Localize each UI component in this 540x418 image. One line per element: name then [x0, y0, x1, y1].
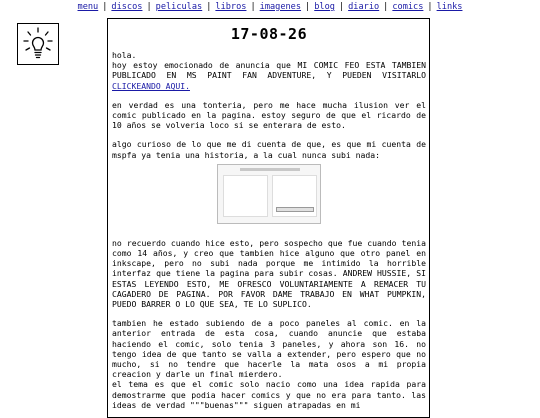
- nav-link-discos[interactable]: discos: [111, 2, 143, 12]
- blog-post: [107, 18, 430, 418]
- nav-separator: |: [305, 2, 311, 12]
- mspfa-link[interactable]: CLICKEANDO AQUI.: [112, 80, 190, 91]
- nav-separator: |: [102, 2, 108, 12]
- screenshot-button: [276, 207, 314, 212]
- post-paragraph-text: hoy estoy emocionado de anuncia que MI COMIC FEO ESTA TAMBIEN PUBLICADO EN MS PAINT FAN ADVENTURE, Y PUEDEN VISITARLO: [112, 60, 426, 81]
- post-greeting: hola.: [112, 50, 137, 60]
- post-paragraph: no recuerdo cuando hice esto, pero sospecho que fue cuando tenia como 14 años, y creo que tambien hice alguno que otro panel en inkscape, pero no subi nada porque me intimido la horrible interfaz que tiene la pagina para subir cosas. ANDREW HUSSIE, SI ESTAS LEYENDO ESTO, ME OFRESCO VOLUNTARIAMENTE A REMACER TU CAGADERO DE PAGINA. POR FAVOR DAME TRABAJO EN WHAT PUMPKIN, PUEDO BARRER O LO QUE SEA, TE LO SUPLICO.: [112, 237, 426, 310]
- nav-separator: |: [250, 2, 256, 12]
- post-paragraph: el tema es que el comic solo nacio como una idea rapida para demostrarme que podia hacer comics y que no era para tanto. las ideas de verdad """buenas""" siguen atrapadas en mi: [112, 379, 426, 410]
- nav-link-imagenes[interactable]: imagenes: [259, 2, 302, 12]
- screenshot-left-panel: [223, 175, 268, 217]
- nav-link-libros[interactable]: libros: [215, 2, 247, 12]
- nav-link-diario[interactable]: diario: [348, 2, 380, 12]
- post-paragraph: en verdad es una tonteria, pero me hace mucha ilusion ver el comic publicado en la pagina. estoy seguro de que el ricardo de 10 años se volveria loco si se enterara de esto.: [112, 99, 426, 131]
- post-paragraph: algo curioso de lo que me di cuenta de que, es que mi cuenta de mspfa ya tenia una historia, a la cual nunca subi nada:: [112, 139, 426, 160]
- nav-link-blog[interactable]: blog: [314, 2, 335, 12]
- nav-separator: |: [146, 2, 152, 12]
- nav-link-comics[interactable]: comics: [392, 2, 424, 12]
- nav-link-peliculas[interactable]: peliculas: [155, 2, 203, 12]
- nav-link-menu[interactable]: menu: [77, 2, 99, 12]
- post-paragraph: tambien he estado subiendo de a poco paneles al comic. en la anterior entrada de esta cosa, cuando anuncie que estaba haciendo el comic, solo tenia 3 paneles, y ahora son 16. no tengo idea de que tanto se valla a extender, pero espero que no mucho, si no tendre que hacerle la mata osos a mi propia creacion y darle un final mierdero.: [112, 318, 426, 380]
- nav-separator: |: [427, 2, 433, 12]
- mspfa-screenshot-image: [217, 164, 321, 224]
- post-paragraph: [112, 60, 426, 91]
- post-date: 17-08-26: [230, 25, 308, 43]
- lightbulb-icon: [18, 24, 58, 64]
- site-logo[interactable]: [17, 23, 59, 65]
- nav-separator: |: [383, 2, 389, 12]
- screenshot-title-bar: [240, 168, 300, 171]
- nav-separator: |: [338, 2, 345, 12]
- nav-separator: |: [206, 2, 212, 12]
- top-navigation: [0, 2, 540, 12]
- nav-link-links[interactable]: links: [436, 2, 463, 12]
